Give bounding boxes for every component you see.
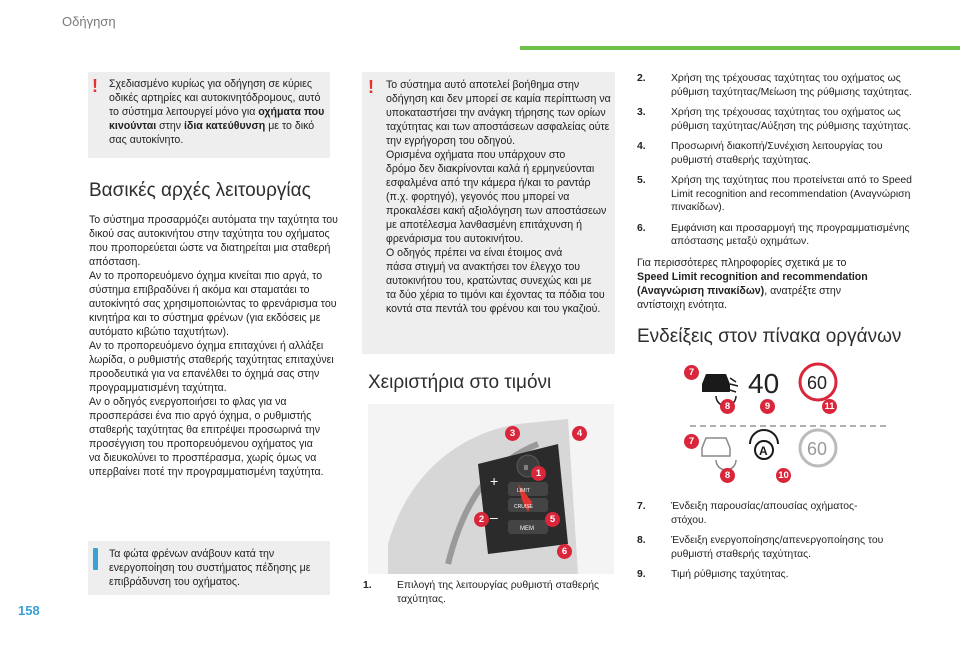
list-item-text: πινακίδων). bbox=[671, 202, 725, 213]
list-item bbox=[637, 568, 937, 582]
list-item-number: 9. bbox=[637, 569, 646, 580]
list-item bbox=[637, 72, 937, 99]
text-line: αυτόματο κιβώτιο ταχυτήτων). bbox=[89, 326, 229, 338]
basic-principles-paragraph bbox=[89, 213, 339, 479]
header-accent-bar bbox=[520, 46, 960, 50]
callout-8-top: 8 bbox=[720, 399, 735, 414]
text-line: προγραμματισμένη ταχύτητα. bbox=[89, 382, 227, 394]
warning-line: Σχεδιασμένο κυρίως για οδήγηση σε κύριες bbox=[109, 78, 312, 90]
text-line: δρόμο δεν διακρίνονται καλά ή ερμηνεύονται bbox=[386, 163, 595, 175]
list-item-text: Εμφάνιση και προσαρμογή της προγραμματισμένης bbox=[671, 222, 910, 234]
text-line: λωρίδα, ο ρυθμιστής σταθερής ταχύτητας επιταχύνει bbox=[89, 354, 334, 366]
text-line: προσέγγιση του προπορευόμενου οχήματος για bbox=[89, 438, 313, 450]
text-line: υπερβαίνει ποτέ την προγραμματισμένη ταχύτητα. bbox=[89, 466, 324, 478]
text-line: πάσα στιγμή να ανακτήσει τον έλεγχο του bbox=[386, 261, 581, 273]
warning-box-target-vehicles bbox=[88, 72, 330, 158]
callout-7-top: 7 bbox=[684, 365, 699, 380]
list-item-number: 6. bbox=[637, 222, 646, 234]
text-line: Το σύστημα προσαρμόζει αυτόματα την ταχύτητα του bbox=[89, 214, 338, 226]
controls-list-continued bbox=[637, 72, 937, 256]
warning-icon: ! bbox=[92, 76, 98, 96]
text-line: Τα φώτα φρένων ανάβουν κατά την bbox=[109, 548, 275, 560]
section-title-steering-controls: Χειριστήρια στο τιμόνι bbox=[368, 372, 552, 393]
list-item-number: 4. bbox=[637, 141, 646, 152]
text-line: που προπορεύεται ώστε να διατηρείται μια σταθερή bbox=[89, 242, 331, 254]
text-line: ταχύτητας και των αποστάσεων ασφαλείας ούτε bbox=[386, 121, 610, 133]
target-vehicle-absent-icon bbox=[702, 438, 736, 470]
text-line: κοντά στα πεντάλ του φρένου και του γκαζιού. bbox=[386, 303, 601, 315]
warning-line: το σύστημα λειτουργεί μόνο για οχήματα που bbox=[109, 106, 325, 118]
list-item bbox=[637, 140, 937, 167]
list-item bbox=[637, 174, 937, 215]
text-line: φρενάρισμα του αυτοκινήτου. bbox=[386, 233, 524, 245]
text-line: προκαλέσει κακή αξιολόγηση των αποστάσεων bbox=[386, 205, 607, 217]
list-item-number: 3. bbox=[637, 107, 646, 118]
text-line: υποκαταστήσει την ανάγκη τήρησης των ορίων bbox=[386, 107, 606, 119]
list-item bbox=[637, 222, 937, 249]
speed-limit-note: Για περισσότερες πληροφορίες σχετικά με το Speed Limit recognition and recommendation (Αναγνώριση πινακίδων), ανατρέξτε στην αντίστοιχη ενότητα. bbox=[637, 257, 868, 311]
steering-controls-illustration bbox=[368, 404, 614, 574]
text-line: την εγρήγορση του οδηγού. bbox=[386, 135, 516, 147]
list-item-number: 2. bbox=[637, 73, 646, 84]
info-icon bbox=[93, 548, 98, 570]
list-item-text: Προσωρινή διακοπή/Συνέχιση λειτουργίας του bbox=[671, 141, 883, 152]
callout-5: 5 bbox=[545, 512, 560, 527]
controls-list bbox=[363, 579, 613, 613]
text-line: Αν το προπορευόμενο όχημα επιταχύνει ή αλλάξει bbox=[89, 340, 324, 352]
text-line: αυτοκίνητό σας χρησιμοποιώντας το φρενάρισμα του bbox=[89, 298, 337, 310]
text-line: (π.χ. φορτηγό), γεγονός που μπορεί να bbox=[386, 191, 570, 203]
list-item-text: στόχου. bbox=[671, 514, 707, 526]
text-line: Το σύστημα αυτό αποτελεί βοήθημα στην bbox=[386, 79, 580, 91]
speed-setting-value: 40 bbox=[748, 368, 780, 399]
text-line: να διευκολύνει το προσπέρασμα, χωρίς όμως να bbox=[89, 452, 317, 464]
svg-text:LIMIT: LIMIT bbox=[517, 488, 530, 494]
svg-text:60: 60 bbox=[807, 373, 828, 393]
text-line: κινητήρα και το σύστημα φρένων (για εκδόσεις με bbox=[89, 312, 321, 324]
text-line: προσπεράσει ένα πιο αργό όχημα, ο ρυθμιστής bbox=[89, 410, 312, 422]
list-item bbox=[637, 106, 937, 133]
list-item-text: ρυθμιστή σταθερής ταχύτητας. bbox=[671, 154, 812, 166]
callout-4: 4 bbox=[572, 426, 587, 441]
text-line: σταθερής ταχύτητας θα επιτρέψει προσωρινά την bbox=[89, 424, 321, 436]
list-item-text: Τιμή ρύθμισης ταχύτητας. bbox=[671, 569, 789, 580]
text-line: οδήγηση και δεν μπορεί σε καμία περίπτωση να bbox=[386, 93, 611, 105]
callout-6: 6 bbox=[557, 544, 572, 559]
text-line: Αν το προπορευόμενο όχημα κινείται πιο αργά, το bbox=[89, 270, 323, 282]
svg-text:60: 60 bbox=[807, 439, 828, 459]
warning-box-driver-assistance bbox=[362, 72, 615, 354]
callout-10: 10 bbox=[776, 468, 791, 483]
page-header-title: Οδήγηση bbox=[62, 14, 116, 29]
list-item-text: Χρήση της τρέχουσας ταχύτητας του οχήματος ως bbox=[671, 107, 901, 118]
text-line: αυτοκινήτου του, κρατώντας συνεχώς και με bbox=[386, 275, 592, 287]
list-item-text: Ένδειξη παρουσίας/απουσίας οχήματος- bbox=[671, 501, 858, 512]
section-title-instrument-panel: Ενδείξεις στον πίνακα οργάνων bbox=[637, 326, 902, 347]
callout-3: 3 bbox=[505, 426, 520, 441]
text-line: απόσταση. bbox=[89, 256, 141, 268]
warning-line: κινούνται στην ίδια κατεύθυνση με το δικό bbox=[109, 120, 315, 132]
text-line: ενεργοποίηση του συστήματος πέδησης με bbox=[109, 562, 311, 574]
warning-icon: ! bbox=[368, 77, 374, 97]
section-title-basic-principles: Βασικές αρχές λειτουργίας bbox=[89, 180, 311, 201]
svg-text:–: – bbox=[490, 509, 498, 525]
svg-text:MEM: MEM bbox=[520, 526, 534, 532]
page-number: 158 bbox=[18, 603, 40, 618]
warning-line: οδικές αρτηρίες και αυτοκινητόδρομους, αυτό bbox=[109, 92, 321, 104]
indicators-list bbox=[637, 500, 937, 589]
callout-7-bottom: 7 bbox=[684, 434, 699, 449]
cluster-divider bbox=[690, 425, 886, 427]
text-line: τα δύο χέρια το τιμόνι και έχοντας τα πόδια του bbox=[386, 289, 605, 301]
text-line: με αποτέλεσμα λανθασμένη επιτάχυνση ή bbox=[386, 219, 582, 231]
text-line: Ορισμένα οχήματα που υπάρχουν στο bbox=[386, 149, 566, 161]
text-line: εσφαλμένα από την κάμερα ή/και το ραντάρ bbox=[386, 177, 591, 189]
svg-text:+: + bbox=[490, 473, 499, 489]
list-item-number: 7. bbox=[637, 501, 646, 512]
list-item-text: απόστασης μεταξύ οχημάτων. bbox=[671, 236, 810, 247]
cruise-auto-icon bbox=[750, 430, 778, 459]
list-item-text: ταχύτητας. bbox=[397, 593, 446, 605]
text-line: προοδευτικά για να επανέλθει το όχημά σας στην bbox=[89, 368, 320, 380]
list-item-text: Επιλογή της λειτουργίας ρυθμιστή σταθερής bbox=[397, 580, 600, 591]
list-item-number: 8. bbox=[637, 535, 646, 546]
list-item-number: 5. bbox=[637, 175, 646, 186]
callout-8-bottom: 8 bbox=[720, 468, 735, 483]
info-box-brake-lights bbox=[88, 541, 330, 595]
text-line: δικού σας αυτοκινήτου στην ταχύτητα του οχήματος bbox=[89, 228, 330, 240]
callout-2: 2 bbox=[474, 512, 489, 527]
list-item-text: Χρήση της τρέχουσας ταχύτητας του οχήματος ως bbox=[671, 73, 901, 84]
svg-text:A: A bbox=[759, 444, 768, 458]
callout-9: 9 bbox=[760, 399, 775, 414]
list-item-text: ρύθμιση ταχύτητας/Αύξηση της ρύθμισης ταχύτητας. bbox=[671, 120, 912, 132]
svg-text:CRUISE: CRUISE bbox=[514, 504, 533, 510]
callout-1: 1 bbox=[531, 466, 546, 481]
warning-line: σας αυτοκίνητο. bbox=[109, 134, 184, 146]
list-item bbox=[637, 500, 937, 527]
text-line: σύστημα επιβραδύνει ή ακόμα και σταματάει το bbox=[89, 284, 310, 296]
list-item bbox=[637, 534, 937, 561]
list-item-text: Limit recognition and recommendation (Αναγνώριση bbox=[671, 188, 911, 200]
list-item bbox=[363, 579, 613, 606]
list-item-number: 1. bbox=[363, 580, 372, 591]
text-line: Αν ο οδηγός ενεργοποιήσει το φλας για να bbox=[89, 396, 287, 408]
list-item-text: Χρήση της ταχύτητας που προτείνεται από το Speed bbox=[671, 175, 912, 186]
list-item-text: Ένδειξη ενεργοποίησης/απενεργοποίησης του bbox=[671, 535, 884, 546]
list-item-text: ρύθμιση ταχύτητας/Μείωση της ρύθμισης ταχύτητας. bbox=[671, 86, 912, 98]
callout-11: 11 bbox=[822, 399, 837, 414]
svg-text:II: II bbox=[524, 465, 528, 472]
text-line: Ο οδηγός πρέπει να είναι έτοιμος ανά bbox=[386, 247, 563, 259]
list-item-text: ρυθμιστή σταθερής ταχύτητας. bbox=[671, 548, 812, 560]
text-line: επιβράδυνση του οχήματος. bbox=[109, 576, 240, 588]
